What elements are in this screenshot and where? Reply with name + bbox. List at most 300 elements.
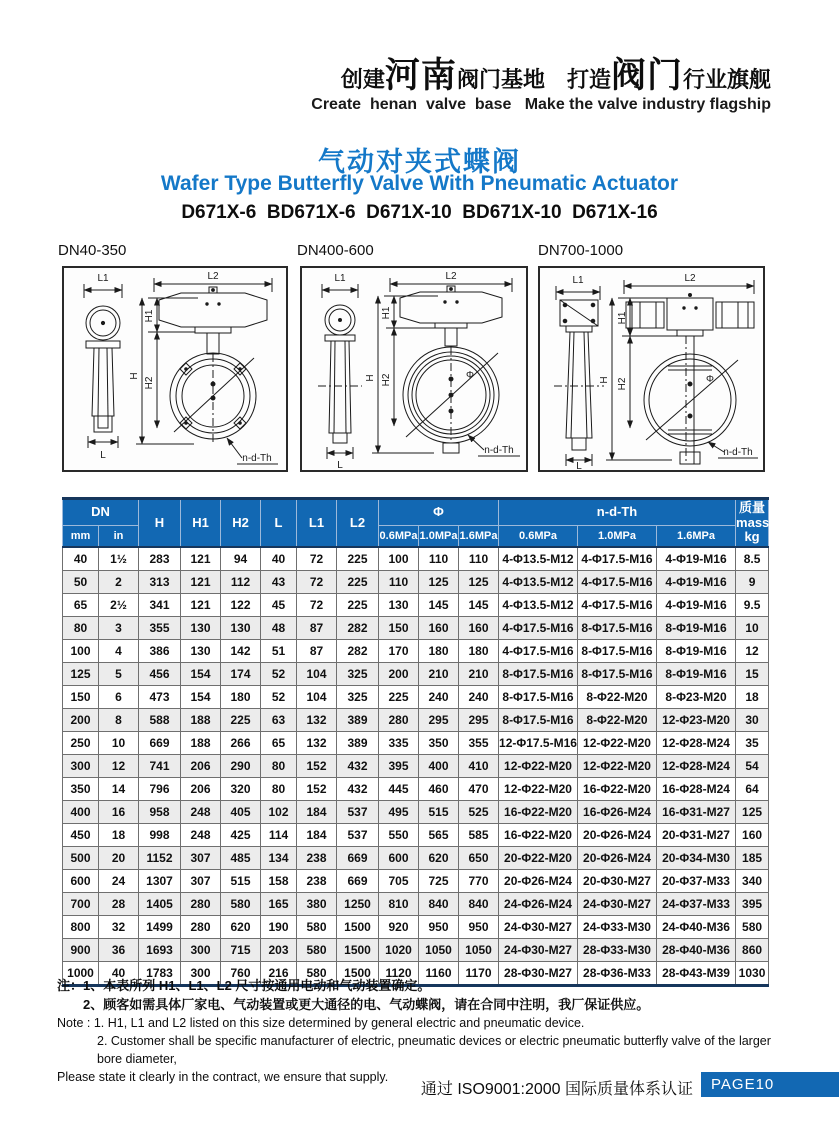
table-cell: 24-Φ30-M27 xyxy=(578,893,657,916)
table-cell: 145 xyxy=(419,594,459,617)
table-cell: 715 xyxy=(221,939,261,962)
dim-label-ndth: n-d-Th xyxy=(484,445,514,456)
drawing-label-dn400-600: DN400-600 xyxy=(297,242,374,259)
table-cell: 495 xyxy=(379,801,419,824)
table-cell: 669 xyxy=(337,870,379,893)
valve-drawing-large xyxy=(540,268,763,470)
table-cell: 313 xyxy=(139,571,181,594)
table-cell: 280 xyxy=(379,709,419,732)
table-cell: 152 xyxy=(297,778,337,801)
slogan-chinese xyxy=(311,58,771,93)
table-cell: 1020 xyxy=(379,939,419,962)
table-cell: 1120 xyxy=(379,962,419,986)
table-cell: 45 xyxy=(261,594,297,617)
table-cell: 125 xyxy=(419,571,459,594)
table-cell: 238 xyxy=(297,870,337,893)
table-cell: 580 xyxy=(297,962,337,986)
table-row xyxy=(63,617,769,640)
note-en-2: 2. Customer shall be specific manufacturer of electric, pneumatic devices or electric pneumatic butterfly valve of the larger bore diameter, xyxy=(97,1034,771,1066)
table-cell: 10 xyxy=(736,617,769,640)
table-cell: 20-Φ31-M27 xyxy=(657,824,736,847)
table-cell: 1030 xyxy=(736,962,769,986)
table-cell: 248 xyxy=(181,824,221,847)
table-cell: 184 xyxy=(297,824,337,847)
table-cell: 180 xyxy=(419,640,459,663)
table-row xyxy=(63,640,769,663)
table-cell: 8-Φ17.5-M16 xyxy=(499,709,578,732)
table-cell: 300 xyxy=(181,962,221,986)
table-cell: 700 xyxy=(63,893,99,916)
table-cell: 580 xyxy=(736,916,769,939)
table-cell: 160 xyxy=(419,617,459,640)
table-cell: 9 xyxy=(736,571,769,594)
table-cell: 432 xyxy=(337,755,379,778)
header-slogan xyxy=(311,58,771,114)
table-cell: 121 xyxy=(181,594,221,617)
table-cell: 283 xyxy=(139,547,181,571)
table-cell: 4-Φ13.5-M12 xyxy=(499,547,578,571)
table-cell: 9.5 xyxy=(736,594,769,617)
table-cell: 725 xyxy=(419,870,459,893)
col-header-phi: Φ xyxy=(379,499,499,526)
table-cell: 4 xyxy=(99,640,139,663)
table-cell: 485 xyxy=(221,847,261,870)
table-cell: 12 xyxy=(736,640,769,663)
table-cell: 100 xyxy=(63,640,99,663)
table-cell: 240 xyxy=(419,686,459,709)
table-cell: 8-Φ17.5-M16 xyxy=(499,663,578,686)
table-cell: 5 xyxy=(99,663,139,686)
table-cell: 12-Φ17.5-M16 xyxy=(499,732,578,755)
col-header-phi-06: 0.6MPa xyxy=(379,526,419,548)
table-cell: 400 xyxy=(63,801,99,824)
table-cell: 290 xyxy=(221,755,261,778)
table-cell: 705 xyxy=(379,870,419,893)
table-cell: 958 xyxy=(139,801,181,824)
table-cell: 2 xyxy=(99,571,139,594)
table-cell: 40 xyxy=(63,547,99,571)
table-cell: 51 xyxy=(261,640,297,663)
table-cell: 65 xyxy=(261,732,297,755)
table-row xyxy=(63,939,769,962)
table-cell: 395 xyxy=(736,893,769,916)
table-cell: 24-Φ37-M33 xyxy=(657,893,736,916)
table-cell: 8-Φ22-M20 xyxy=(578,686,657,709)
table-cell: 340 xyxy=(736,870,769,893)
table-cell: 40 xyxy=(261,547,297,571)
table-cell: 24-Φ40-M36 xyxy=(657,916,736,939)
table-cell: 80 xyxy=(261,755,297,778)
slogan-part: 打造 xyxy=(566,67,611,92)
table-cell: 580 xyxy=(221,893,261,916)
col-header-dn: DN xyxy=(63,499,139,526)
table-cell: 72 xyxy=(297,571,337,594)
table-row xyxy=(63,547,769,571)
table-header xyxy=(63,499,769,548)
table-cell: 525 xyxy=(459,801,499,824)
table-cell: 24-Φ33-M30 xyxy=(578,916,657,939)
table-cell: 52 xyxy=(261,686,297,709)
valve-drawing-small xyxy=(64,268,286,470)
col-header-h2: H2 xyxy=(221,499,261,548)
table-cell: 325 xyxy=(337,686,379,709)
note-cn-2: 2、顾客如需具体厂家电、气动装置或更大通径的电、气动蝶阀，请在合同中注明，我厂保证供应。 xyxy=(83,997,650,1012)
table-cell: 1050 xyxy=(419,939,459,962)
table-cell: 35 xyxy=(736,732,769,755)
dim-label-h2: H2 xyxy=(144,376,155,390)
table-cell: 125 xyxy=(736,801,769,824)
table-cell: 121 xyxy=(181,571,221,594)
table-row xyxy=(63,594,769,617)
table-cell: 48 xyxy=(261,617,297,640)
table-cell: 580 xyxy=(297,916,337,939)
dim-label-l: L xyxy=(576,461,582,470)
table-cell: 760 xyxy=(221,962,261,986)
table-cell: 87 xyxy=(297,617,337,640)
table-cell: 24 xyxy=(99,870,139,893)
table-cell: 188 xyxy=(181,709,221,732)
col-header-l2: L2 xyxy=(337,499,379,548)
valve-drawing-medium xyxy=(302,268,526,470)
table-cell: 52 xyxy=(261,663,297,686)
table-cell: 210 xyxy=(419,663,459,686)
table-row xyxy=(63,755,769,778)
table-row xyxy=(63,870,769,893)
table-cell: 1160 xyxy=(419,962,459,986)
table-cell: 4-Φ17.5-M16 xyxy=(578,571,657,594)
table-cell: 104 xyxy=(297,663,337,686)
table-cell: 185 xyxy=(736,847,769,870)
table-cell: 355 xyxy=(459,732,499,755)
mass-label-unit: kg xyxy=(744,529,760,545)
table-cell: 225 xyxy=(221,709,261,732)
table-cell: 225 xyxy=(379,686,419,709)
table-cell: 405 xyxy=(221,801,261,824)
dim-label-l1: L1 xyxy=(97,273,109,284)
table-cell: 4-Φ13.5-M12 xyxy=(499,571,578,594)
table-row xyxy=(63,686,769,709)
table-cell: 125 xyxy=(459,571,499,594)
table-cell: 16-Φ22-M20 xyxy=(499,801,578,824)
table-cell: 16-Φ22-M20 xyxy=(499,824,578,847)
table-cell: 54 xyxy=(736,755,769,778)
col-header-h: H xyxy=(139,499,181,548)
table-cell: 206 xyxy=(181,755,221,778)
table-cell: 565 xyxy=(419,824,459,847)
table-cell: 170 xyxy=(379,640,419,663)
dim-label-phi: Φ xyxy=(466,370,474,381)
slogan-english: Create henan valve base Make the valve industry flagship xyxy=(311,96,771,113)
table-cell: 122 xyxy=(221,594,261,617)
note-en-3: Please state it clearly in the contract, we ensure that supply. xyxy=(57,1070,389,1084)
dim-label-h: H xyxy=(365,374,376,382)
table-cell: 1250 xyxy=(337,893,379,916)
table-cell: 741 xyxy=(139,755,181,778)
table-cell: 188 xyxy=(181,732,221,755)
slogan-part: 阀门基地 xyxy=(456,67,545,92)
table-cell: 1500 xyxy=(337,962,379,986)
col-header-phi-10: 1.0MPa xyxy=(419,526,459,548)
drawing-label-dn700-1000: DN700-1000 xyxy=(538,242,624,259)
table-cell: 8-Φ23-M20 xyxy=(657,686,736,709)
table-cell: 130 xyxy=(181,617,221,640)
table-cell: 4-Φ19-M16 xyxy=(657,594,736,617)
dim-label-h1: H1 xyxy=(617,311,628,325)
dim-label-h1: H1 xyxy=(381,306,392,320)
dim-label-l2: L2 xyxy=(684,273,696,284)
table-cell: 24-Φ30-M27 xyxy=(499,939,578,962)
table-cell: 1500 xyxy=(337,916,379,939)
table-cell: 460 xyxy=(419,778,459,801)
dim-label-h: H xyxy=(129,372,140,380)
table-cell: 4-Φ13.5-M12 xyxy=(499,594,578,617)
table-cell: 248 xyxy=(181,801,221,824)
table-cell: 350 xyxy=(63,778,99,801)
table-cell: 998 xyxy=(139,824,181,847)
table-cell: 16 xyxy=(99,801,139,824)
drawing-label-dn40-350: DN40-350 xyxy=(58,242,127,259)
table-row xyxy=(63,709,769,732)
table-cell: 165 xyxy=(261,893,297,916)
table-cell: 190 xyxy=(261,916,297,939)
table-cell: 950 xyxy=(419,916,459,939)
dim-label-h2: H2 xyxy=(381,373,392,387)
table-cell: 900 xyxy=(63,939,99,962)
table-row xyxy=(63,571,769,594)
table-cell: 28-Φ40-M36 xyxy=(657,939,736,962)
table-cell: 80 xyxy=(63,617,99,640)
table-cell: 8-Φ22-M20 xyxy=(578,709,657,732)
table-cell: 282 xyxy=(337,617,379,640)
table-cell: 16-Φ28-M24 xyxy=(657,778,736,801)
table-cell: 1693 xyxy=(139,939,181,962)
table-cell: 180 xyxy=(221,686,261,709)
table-cell: 8.5 xyxy=(736,547,769,571)
table-cell: 796 xyxy=(139,778,181,801)
table-cell: 210 xyxy=(459,663,499,686)
table-cell: 94 xyxy=(221,547,261,571)
col-header-l: L xyxy=(261,499,297,548)
table-cell: 180 xyxy=(459,640,499,663)
table-cell: 160 xyxy=(736,824,769,847)
table-cell: 620 xyxy=(221,916,261,939)
table-cell: 432 xyxy=(337,778,379,801)
table-cell: 121 xyxy=(181,547,221,571)
table-cell: 325 xyxy=(337,663,379,686)
table-cell: 154 xyxy=(181,663,221,686)
table-cell: 800 xyxy=(63,916,99,939)
col-header-h1: H1 xyxy=(181,499,221,548)
table-cell: 18 xyxy=(736,686,769,709)
table-cell: 1050 xyxy=(459,939,499,962)
table-cell: 320 xyxy=(221,778,261,801)
slogan-part: 行业旗舰 xyxy=(682,67,771,92)
col-header-ndth-16: 1.6MPa xyxy=(657,526,736,548)
table-cell: 32 xyxy=(99,916,139,939)
table-row xyxy=(63,916,769,939)
table-cell: 300 xyxy=(63,755,99,778)
table-row xyxy=(63,801,769,824)
table-cell: 307 xyxy=(181,847,221,870)
dim-label-h1: H1 xyxy=(144,309,155,323)
table-cell: 225 xyxy=(337,571,379,594)
table-cell: 950 xyxy=(459,916,499,939)
dimension-spec-table xyxy=(62,497,769,987)
table-cell: 2½ xyxy=(99,594,139,617)
table-cell: 28-Φ36-M33 xyxy=(578,962,657,986)
table-cell: 104 xyxy=(297,686,337,709)
table-row xyxy=(63,732,769,755)
table-cell: 87 xyxy=(297,640,337,663)
table-cell: 20-Φ22-M20 xyxy=(499,847,578,870)
table-cell: 152 xyxy=(297,755,337,778)
table-cell: 110 xyxy=(419,547,459,571)
table-cell: 20-Φ26-M24 xyxy=(578,847,657,870)
note-en-1: Note : 1. H1, L1 and L2 listed on this size determined by general electric and pneumatic device. xyxy=(57,1016,585,1030)
dim-label-l2: L2 xyxy=(207,271,219,282)
dim-label-l: L xyxy=(100,450,106,461)
table-cell: 580 xyxy=(297,939,337,962)
table-cell: 295 xyxy=(459,709,499,732)
table-cell: 770 xyxy=(459,870,499,893)
table-cell: 40 xyxy=(99,962,139,986)
table-cell: 456 xyxy=(139,663,181,686)
dim-label-phi: Φ xyxy=(706,374,714,385)
table-cell: 8-Φ17.5-M16 xyxy=(578,663,657,686)
dim-label-l: L xyxy=(337,460,343,470)
table-cell: 1499 xyxy=(139,916,181,939)
table-cell: 8-Φ17.5-M16 xyxy=(578,640,657,663)
table-cell: 20-Φ37-M33 xyxy=(657,870,736,893)
dim-label-ndth: n-d-Th xyxy=(242,453,272,464)
table-cell: 4-Φ17.5-M16 xyxy=(499,640,578,663)
table-cell: 650 xyxy=(459,847,499,870)
table-cell: 4-Φ19-M16 xyxy=(657,547,736,571)
table-row xyxy=(63,778,769,801)
table-cell: 160 xyxy=(459,617,499,640)
table-cell: 12-Φ22-M20 xyxy=(578,755,657,778)
table-cell: 100 xyxy=(379,547,419,571)
col-header-mm: mm xyxy=(63,526,99,548)
dim-label-l2: L2 xyxy=(445,271,457,282)
table-cell: 28-Φ33-M30 xyxy=(578,939,657,962)
table-cell: 18 xyxy=(99,824,139,847)
table-cell: 8 xyxy=(99,709,139,732)
table-cell: 24-Φ26-M24 xyxy=(499,893,578,916)
technical-drawing-dn700-1000 xyxy=(538,266,765,472)
model-numbers: D671X-6 BD671X-6 D671X-10 BD671X-10 D671X-16 xyxy=(181,202,658,223)
table-cell: 24-Φ30-M27 xyxy=(499,916,578,939)
table-cell: 110 xyxy=(459,547,499,571)
table-cell: 4-Φ17.5-M16 xyxy=(578,594,657,617)
table-cell: 470 xyxy=(459,778,499,801)
mass-label-en: mass xyxy=(736,514,770,530)
table-cell: 43 xyxy=(261,571,297,594)
col-header-in: in xyxy=(99,526,139,548)
table-cell: 350 xyxy=(419,732,459,755)
table-body xyxy=(63,547,769,986)
table-cell: 145 xyxy=(459,594,499,617)
slogan-part-big: 河南 xyxy=(384,56,457,95)
table-row xyxy=(63,847,769,870)
table-cell: 130 xyxy=(181,640,221,663)
table-cell: 174 xyxy=(221,663,261,686)
table-cell: 206 xyxy=(181,778,221,801)
dim-label-l1: L1 xyxy=(572,275,584,286)
table-cell: 280 xyxy=(181,893,221,916)
table-row xyxy=(63,824,769,847)
table-cell: 335 xyxy=(379,732,419,755)
table-cell: 72 xyxy=(297,547,337,571)
table-cell: 112 xyxy=(221,571,261,594)
table-cell: 20 xyxy=(99,847,139,870)
table-cell: 130 xyxy=(379,594,419,617)
table-cell: 14 xyxy=(99,778,139,801)
dim-label-ndth: n-d-Th xyxy=(723,447,753,458)
table-cell: 28 xyxy=(99,893,139,916)
table-cell: 216 xyxy=(261,962,297,986)
table-cell: 537 xyxy=(337,801,379,824)
table-cell: 154 xyxy=(181,686,221,709)
slogan-part-big: 阀门 xyxy=(610,56,683,95)
table-cell: 65 xyxy=(63,594,99,617)
table-cell: 36 xyxy=(99,939,139,962)
table-cell: 20-Φ34-M30 xyxy=(657,847,736,870)
table-cell: 389 xyxy=(337,709,379,732)
table-cell: 150 xyxy=(379,617,419,640)
table-cell: 6 xyxy=(99,686,139,709)
table-cell: 4-Φ19-M16 xyxy=(657,571,736,594)
table-cell: 307 xyxy=(181,870,221,893)
table-cell: 132 xyxy=(297,709,337,732)
table-cell: 860 xyxy=(736,939,769,962)
dim-label-h2: H2 xyxy=(617,377,628,391)
table-cell: 280 xyxy=(181,916,221,939)
col-header-phi-16: 1.6MPa xyxy=(459,526,499,548)
table-cell: 238 xyxy=(297,847,337,870)
table-cell: 840 xyxy=(419,893,459,916)
table-cell: 1000 xyxy=(63,962,99,986)
table-cell: 1170 xyxy=(459,962,499,986)
table-cell: 12-Φ28-M24 xyxy=(657,732,736,755)
table-cell: 410 xyxy=(459,755,499,778)
table-cell: 810 xyxy=(379,893,419,916)
notes-block xyxy=(57,976,797,1086)
table-cell: 600 xyxy=(63,870,99,893)
col-header-ndth-06: 0.6MPa xyxy=(499,526,578,548)
dim-label-h: H xyxy=(599,376,610,384)
page-title-english: Wafer Type Butterfly Valve With Pneumatic Actuator xyxy=(160,172,679,195)
mass-label-cn: 质量 xyxy=(739,500,766,516)
table-cell: 920 xyxy=(379,916,419,939)
table-cell: 64 xyxy=(736,778,769,801)
table-cell: 8-Φ19-M16 xyxy=(657,617,736,640)
table-cell: 266 xyxy=(221,732,261,755)
table-cell: 203 xyxy=(261,939,297,962)
table-cell: 386 xyxy=(139,640,181,663)
table-cell: 295 xyxy=(419,709,459,732)
table-cell: 30 xyxy=(736,709,769,732)
table-cell: 102 xyxy=(261,801,297,824)
table-row xyxy=(63,663,769,686)
table-cell: 1152 xyxy=(139,847,181,870)
table-cell: 15 xyxy=(736,663,769,686)
slogan-part: 创建 xyxy=(340,67,385,92)
table-cell: 10 xyxy=(99,732,139,755)
table-cell: 1½ xyxy=(99,547,139,571)
table-cell: 300 xyxy=(181,939,221,962)
table-cell: 12 xyxy=(99,755,139,778)
